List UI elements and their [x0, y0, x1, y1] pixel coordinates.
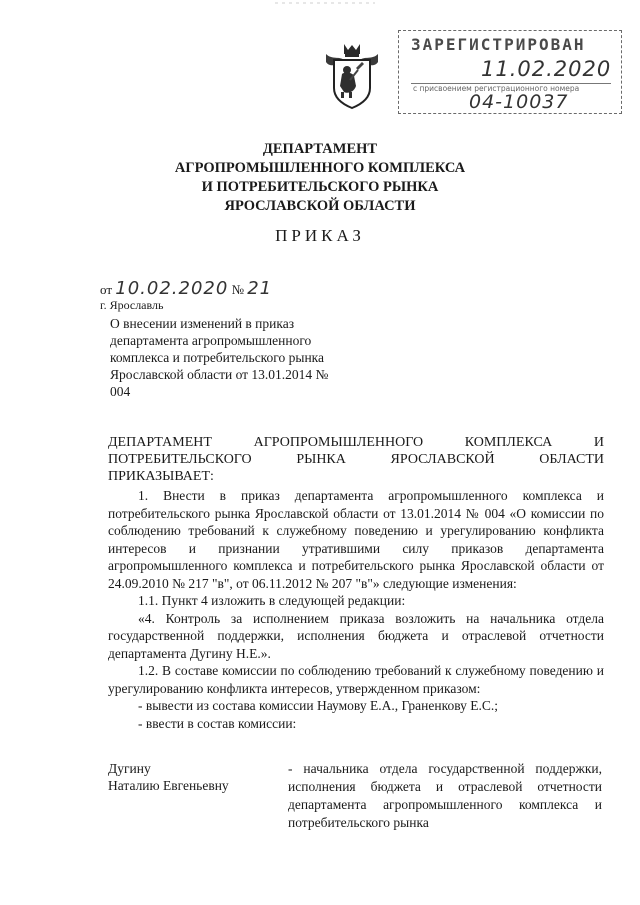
- paragraph: 1.1. Пункт 4 изложить в следующей редакции:: [138, 593, 406, 608]
- coat-of-arms-icon: [322, 42, 382, 110]
- preamble-line: ПОТРЕБИТЕЛЬСКОГО РЫНКА ЯРОСЛАВСКОЙ ОБЛАСТИ: [108, 452, 604, 467]
- order-subject: О внесении изменений в приказ департамента агропромышленного комплекса и потребительского рынка Ярославской области от 13.01.2014 № 004: [110, 316, 329, 399]
- paragraph: 1.2. В составе комиссии по соблюдению требований к служебному поведению и урегулированию конфликта интересов, утвержденном приказом:: [108, 663, 604, 696]
- preamble-line: ДЕПАРТАМЕНТ АГРОПРОМЫШЛЕННОГО КОМПЛЕКСА И: [108, 435, 604, 450]
- from-label: от: [100, 282, 113, 297]
- stamp-registration-number: 04-10037: [469, 91, 569, 113]
- order-date-line: [100, 278, 272, 299]
- stamp-date: 11.02.2020: [481, 57, 612, 81]
- member-role: - начальника отдела государственной поддержки, исполнения бюджета и отраслевой отчетности департамента агропромышленного комплекса и потребительского рынка: [288, 761, 602, 830]
- paragraph: «4. Контроль за исполнением приказа возложить на начальника отдела государственной поддержки, исполнения бюджета и отраслевой отчетности департамента Дугину Н.Е.».: [108, 610, 604, 661]
- organization-name: [140, 140, 500, 216]
- org-line: ЯРОСЛАВСКОЙ ОБЛАСТИ: [224, 198, 416, 214]
- paragraph: 1. Внести в приказ департамента агропромышленного комплекса и потребительского рынка Ярославской области от 13.01.2014 № 004 «О комиссии по соблюдению требований к служебному поведению и урегулированию конфликта интересов и признании утратившими силу приказов департамента агропромышленного комплекса и потребительского рынка Ярославской области от 24.09.2010 № 217 "в", от 06.11.2012 № 207 "в"» следующие изменения:: [108, 488, 604, 591]
- org-line: И ПОТРЕБИТЕЛЬСКОГО РЫНКА: [201, 179, 439, 195]
- scan-artifact: [270, 0, 380, 6]
- order-body: [108, 487, 604, 732]
- city: г. Ярославль: [100, 298, 164, 312]
- registration-stamp: [398, 30, 622, 114]
- org-line: ДЕПАРТАМЕНТ: [262, 141, 378, 157]
- order-number: 21: [247, 278, 273, 299]
- stamp-title: ЗАРЕГИСТРИРОВАН: [411, 35, 586, 54]
- stamp-caption: с присвоением регистрационного номера: [413, 84, 580, 93]
- preamble-line: ПРИКАЗЫВАЕТ:: [108, 469, 214, 484]
- document-type: ПРИКАЗ: [275, 226, 365, 245]
- member-name: [108, 760, 278, 794]
- paragraph: - вывести из состава комиссии Наумову Е.А., Граненкову Е.С.;: [138, 698, 498, 713]
- org-line: АГРОПРОМЫШЛЕННОГО КОМПЛЕКСА: [174, 160, 466, 176]
- number-label: №: [231, 282, 244, 297]
- paragraph: - ввести в состав комиссии:: [138, 715, 297, 731]
- member-surname: Дугину: [108, 761, 151, 776]
- order-date: 10.02.2020: [115, 278, 229, 299]
- preamble: [108, 434, 604, 485]
- member-given-name: Наталию Евгеньевну: [108, 778, 229, 793]
